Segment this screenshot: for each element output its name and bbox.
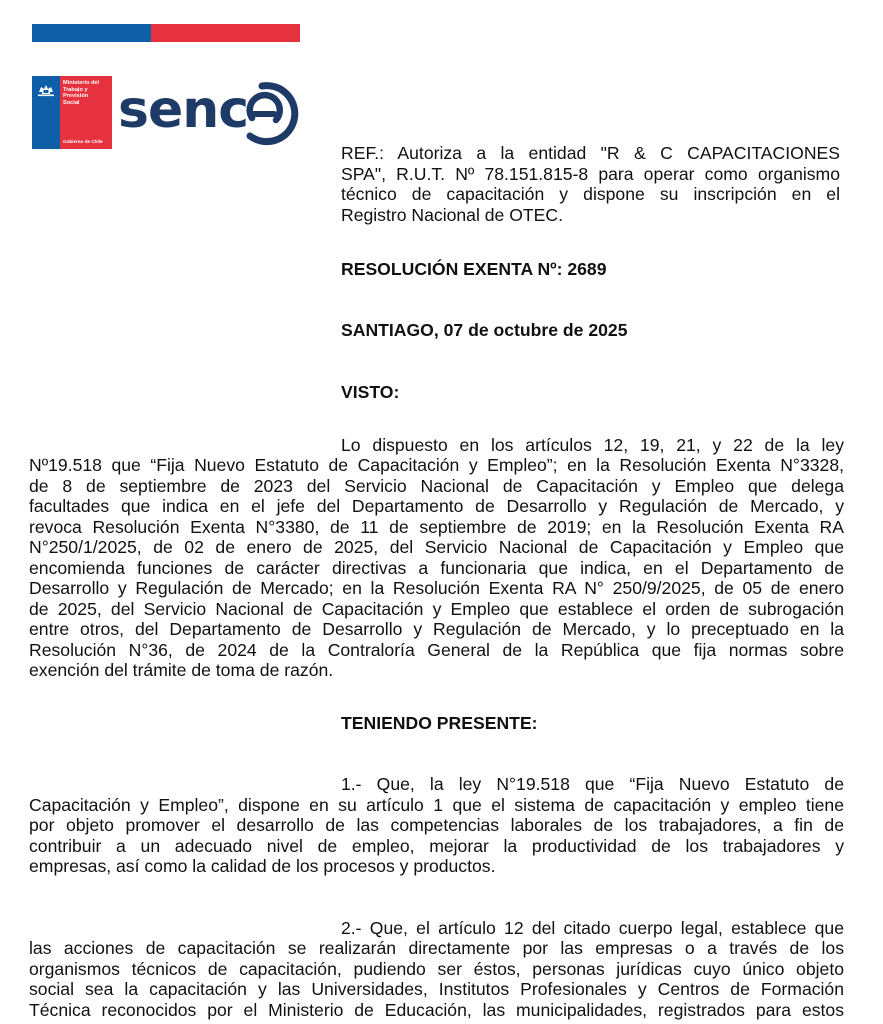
government-name: Gobierno de Chile — [63, 139, 103, 144]
item1-line: empresas, así como la calidad de los procesos y productos. — [29, 856, 496, 876]
sence-logo — [118, 78, 302, 148]
reference-line: REF.: Autoriza a la entidad "R & C CAPACITACIONES — [341, 143, 840, 163]
visto-line: revoca Resolución Exenta N°3380, de 11 de septiembre de 2019; en la Resolución Exenta RA — [29, 517, 844, 537]
visto-line: de 8 de septiembre de 2023 del Servicio Nacional de Capacitación y Empleo que delega — [29, 476, 844, 496]
visto-line: Lo dispuesto en los artículos 12, 19, 21, y 22 de la ley — [341, 435, 844, 455]
flag-color-bar — [32, 24, 300, 42]
visto-line: de 2025, del Servicio Nacional de Capacitación y Empleo que establece el orden de subrogación — [29, 599, 844, 619]
item1-line: por objeto promover el desarrollo de las competencias laborales de los trabajadores, a fin de — [29, 815, 844, 835]
item2-line: las acciones de capacitación se realizarán directamente por las empresas o a través de los — [29, 938, 844, 958]
item2-line: social sea la capacitación y las Universidades, Institutos Profesionales y Centros de Formación — [29, 979, 844, 999]
reference-line: técnico de capacitación y dispone su inscripción en el — [341, 184, 840, 204]
visto-heading: VISTO: — [341, 382, 400, 402]
visto-line: encomienda funciones de carácter directivas a funcionaria que indica, en el Departamento de — [29, 558, 844, 578]
sence-wordmark: senc — [118, 80, 249, 140]
reference-line: SPA", R.U.T. Nº 78.151.815-8 para operar como organismo — [341, 164, 840, 184]
teniendo-presente-heading: TENIENDO PRESENTE: — [341, 713, 538, 733]
visto-line: Resolución N°36, de 2024 de la Contraloría General de la República que fija normas sobre — [29, 640, 844, 660]
visto-line: N°250/1/2025, de 02 de enero de 2025, del Servicio Nacional de Capacitación y Empleo que — [29, 537, 844, 557]
flag-bar-blue — [32, 24, 151, 42]
flag-bar-red — [151, 24, 300, 42]
place-date: SANTIAGO, 07 de octubre de 2025 — [341, 320, 628, 340]
coat-of-arms-icon — [36, 82, 56, 98]
visto-line: entre otros, del Departamento de Desarrollo y Regulación de Mercado, y lo preceptuado en la — [29, 619, 844, 639]
sence-logo-e-arc — [240, 78, 300, 148]
item2-line: organismos técnicos de capacitación, pudiendo ser éstos, personas jurídicas cuyo único objeto — [29, 959, 844, 979]
visto-line: Desarrollo y Regulación de Mercado; en la Resolución Exenta RA N° 250/9/2025, de 05 de enero — [29, 578, 844, 598]
item1-line: Capacitación y Empleo”, dispone en su artículo 1 que el sistema de capacitación y empleo tiene — [29, 795, 844, 815]
item2-line: 2.- Que, el artículo 12 del citado cuerpo legal, establece que — [341, 918, 844, 938]
item1-line: 1.- Que, la ley N°19.518 que “Fija Nuevo Estatuto de — [341, 774, 844, 794]
visto-line: Nº19.518 que “Fija Nuevo Estatuto de Capacitación y Empleo”; en la Resolución Exenta N°3328, — [29, 455, 844, 475]
item2-line: Técnica reconocidos por el Ministerio de Educación, las municipalidades, registrados para estos — [29, 1000, 844, 1020]
ministry-name: Ministerio del Trabajo y Previsión Social — [63, 80, 100, 106]
visto-line: facultades que indica en el jefe del Departamento de Desarrollo y Regulación de Mercado, y — [29, 496, 844, 516]
visto-line: exención del trámite de toma de razón. — [29, 660, 334, 680]
reference-line: Registro Nacional de OTEC. — [341, 205, 563, 225]
item1-line: contribuir a un adecuado nivel de empleo, mejorar la productividad de los trabajadores y — [29, 836, 844, 856]
resolution-number: RESOLUCIÓN EXENTA Nº: 2689 — [341, 259, 607, 279]
ministry-logo — [32, 76, 112, 149]
ministry-logo-red-panel — [60, 76, 112, 149]
sence-final-letter: e — [240, 78, 241, 79]
ministry-logo-blue-panel — [32, 76, 60, 149]
